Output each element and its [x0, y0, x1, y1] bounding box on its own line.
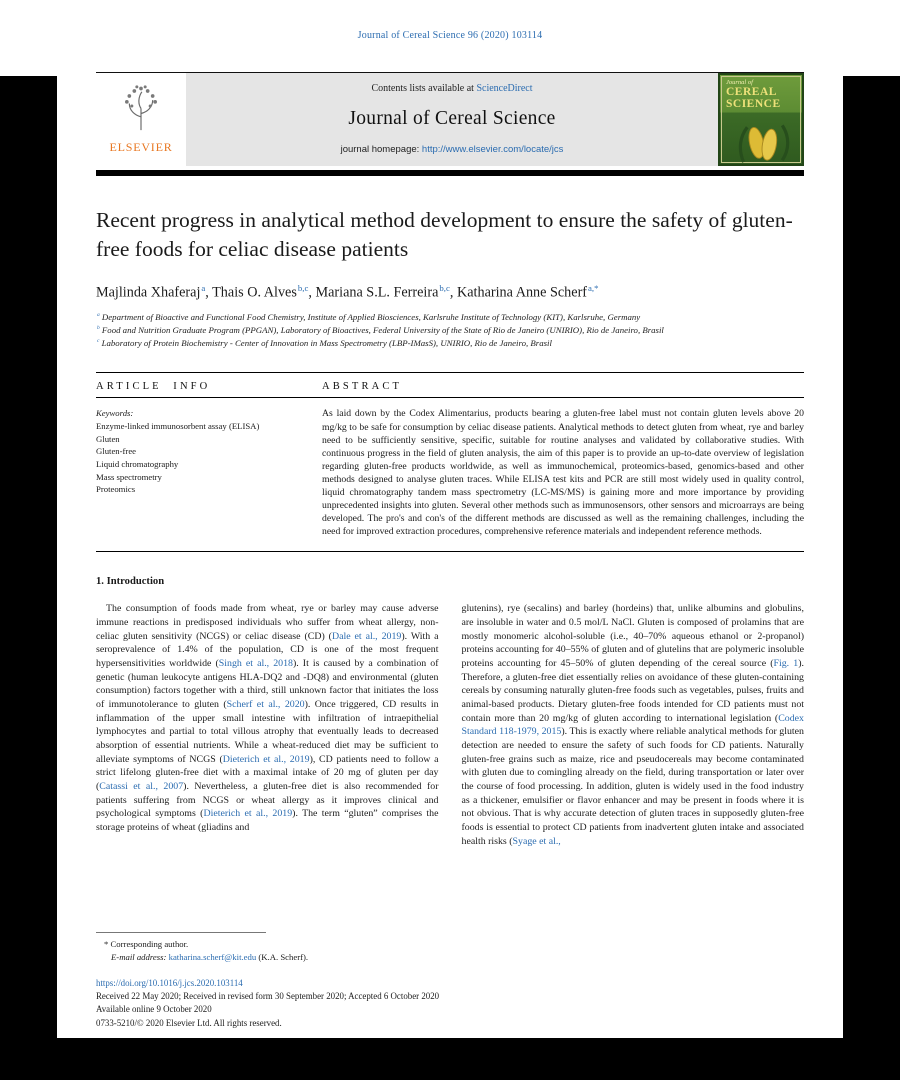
affiliation-line — [96, 311, 804, 324]
keyword-item: Enzyme-linked immunosorbent assay (ELISA) — [96, 421, 260, 432]
text-segment: Laboratory of Protein Biochemistry - Center of Innovation in Mass Spectrometry (LBP-IMasS), UNIRIO, Rio de Janeiro, Brasil — [99, 338, 552, 349]
text-segment: ). Nevertheless, a gluten-free diet is also recommended for patients suffering from NCGS or wheat allergy as it improves clinical and psychological symptoms ( — [96, 780, 439, 820]
article-footer — [96, 977, 804, 1030]
inline-link[interactable]: Dale et al., 2019 — [331, 630, 402, 642]
introduction-heading: 1. Introduction — [96, 576, 165, 588]
keywords-block — [96, 407, 294, 538]
article-info-heading: ARTICLE INFO — [96, 381, 211, 393]
email-line — [96, 951, 804, 964]
text-segment: ). Once triggered, CD results in inflammation of the upper small intestine with infiltration of intraepithelial lymphocytes and partial to total villous atrophy that eventually leads to decreased absorption of essential nutrients. While a wheat-reduced diet may be sufficient to alleviate symptoms of NCGS ( — [96, 699, 439, 765]
text-segment: E-mail address: — [111, 951, 169, 962]
journal-citation: Journal of Cereal Science 96 (2020) 103114 — [357, 30, 543, 41]
page-margin-left — [0, 76, 57, 1080]
inline-link[interactable]: Catassi et al., 2007 — [99, 780, 184, 792]
keyword-item: Mass spectrometry — [96, 471, 162, 482]
header-masthead — [186, 73, 718, 166]
contents-prefix: Contents lists available at — [371, 83, 477, 94]
cover-title-science: SCIENCE — [726, 98, 781, 111]
intro-column-right — [462, 602, 805, 848]
page-margin-bottom — [0, 1038, 900, 1080]
journal-cover-thumbnail — [718, 73, 804, 166]
footnote-separator — [96, 932, 266, 933]
journal-title: Journal of Cereal Science — [348, 108, 556, 129]
affiliation-line — [96, 324, 804, 337]
homepage-url-link[interactable]: http://www.elsevier.com/locate/jcs — [421, 144, 564, 155]
affiliations — [96, 311, 804, 351]
header-divider-bar — [96, 170, 804, 176]
text-segment: ). With a seroprevalence of 1.4% of the population, CD is one of the most frequent hypersensitivities worldwide ( — [96, 630, 439, 670]
homepage-line — [341, 144, 564, 155]
sciencedirect-link[interactable]: ScienceDirect — [476, 83, 533, 94]
introduction-body — [96, 602, 804, 848]
text-segment: The consumption of foods made from wheat, rye or barley may cause adverse immune reactions in predisposed individuals who suffer from wheat allergy, non-celiac gluten sensitivity (NCGS) or celiac disease (CD) ( — [96, 603, 439, 642]
corresponding-author-note: * Corresponding author. — [104, 939, 189, 950]
superscript-marker: a — [97, 312, 100, 318]
superscript-marker: b,c — [297, 283, 309, 294]
inline-link[interactable]: Codex Standard 118-1979, 2015 — [461, 712, 804, 738]
paper-page — [57, 0, 843, 1038]
text-segment: glutenins), rye (secalins) and barley (hordeins) that, unlike albumins and globulins, are insoluble in water and 0.5 mol/L NaCl. Gluten is composed of prolamins that are mostly monomeric alcohol-soluble (i.e., 40–70% aqueous ethanol or 2-propanol) proteins accounting for 40–55% of gluten and of glutelins that are polymeric insoluble proteins accounting for 45–50% of gluten depending of the cereal source ( — [461, 603, 804, 670]
inline-link[interactable]: Singh et al., 2018 — [218, 658, 293, 670]
page-margin-right — [843, 76, 900, 1080]
inline-link[interactable]: Dieterich et al., 2019 — [203, 808, 293, 820]
elsevier-logo — [96, 73, 186, 166]
text-segment: Food and Nutrition Graduate Program (PPGAN), Laboratory of Bioactives, Federal University of the State of Rio de Janeiro (UNIRIO), Rio de Janeiro, Brasil — [99, 325, 664, 336]
journal-cover-art — [720, 75, 802, 164]
doi-link[interactable]: https://doi.org/10.1016/j.jcs.2020.103114 — [96, 977, 243, 988]
text-segment: Thais O. Alves — [212, 284, 297, 301]
affiliation-line — [96, 337, 804, 350]
text-segment: (K.A. Scherf). — [256, 951, 309, 962]
text-segment: , — [308, 284, 316, 301]
contents-line — [371, 83, 532, 94]
copyright-line: 0733-5210/© 2020 Elsevier Ltd. All rights reserved. — [96, 1017, 282, 1028]
text-segment: Department of Bioactive and Functional Food Chemistry, Institute of Applied Biosciences, Karlsruhe Institute of Technology (KIT), Karlsruhe, Germany — [99, 311, 641, 322]
article-title: Recent progress in analytical method development to ensure the safety of gluten-free foods for celiac disease patients — [96, 208, 793, 261]
inline-link[interactable]: Scherf et al., 2020 — [226, 699, 305, 711]
text-segment: ). Therefore, a gluten-free diet essentially relies on avoidance of these gluten-containing cereals by consuming naturally gluten-free foods such as vegetables, pulses, fruits and animal-based products. Dietary gluten-free foods intended for CD patients must not contain more than 20 mg/kg of gluten according to international legislation ( — [461, 658, 804, 724]
superscript-marker: b,c — [439, 283, 450, 294]
keywords-list — [96, 420, 294, 496]
cover-title-cereal: CEREAL — [726, 86, 777, 98]
keyword-item: Gluten-free — [96, 446, 137, 457]
inline-link[interactable]: katharina.scherf@kit.edu — [168, 951, 257, 962]
elsevier-tree-icon — [116, 78, 166, 139]
text-segment: ). This is exactly where reliable analytical methods for gluten detection are needed to ensure the safety of such foods for CD patients. Naturally gluten-free grains such as maize, rice and pseudocereals may become contaminated with gluten due to comingling already on the field, during transportation or later over the course of food processing. In addition, gluten is widely used in the food industry as a thickener, emulsifier or flavor enhancer and may be present in foods where it is not obvious. That is why accurate detection of gluten traces in supposedly gluten-free foods is essential to protect CD patients from inadvertent gluten intake and associated health risks ( — [461, 726, 804, 847]
text-segment: , — [449, 284, 458, 301]
text-segment: ). It is caused by a combination of genetic (human leukocyte antigens HLA-DQ2 and -DQ8) and environmental (gluten consumption) factors together with a third, still unknown factor that initiates the loss of immunotolerance to gluten ( — [96, 658, 439, 711]
abstract-heading: ABSTRACT — [322, 381, 403, 393]
author-line — [96, 283, 804, 302]
text-segment: ), CD patients need to follow a strict lifelong gluten-free diet with a maximal intake of 20 mg of gluten per day ( — [96, 753, 439, 792]
text-segment: Mariana S.L. Ferreira — [315, 284, 439, 301]
journal-header — [96, 72, 804, 165]
superscript-marker: c — [97, 338, 100, 345]
cover-journal-of: Journal of — [726, 79, 753, 86]
info-abstract-section — [96, 372, 804, 552]
homepage-prefix: journal homepage: — [340, 144, 422, 155]
keyword-item: Gluten — [96, 433, 120, 444]
inline-link[interactable]: Syage et al., — [512, 835, 561, 847]
intro-column-left — [96, 602, 439, 848]
keyword-item: Proteomics — [96, 484, 136, 495]
text-segment: ). The term “gluten” comprises the storage proteins of wheat (gliadins and — [96, 808, 439, 833]
inline-link[interactable]: Fig. 1 — [773, 658, 799, 670]
text-segment: Majlinda Xhaferaj — [96, 284, 201, 301]
text-segment: Katharina Anne Scherf — [457, 284, 588, 301]
superscript-marker: a — [201, 283, 206, 294]
inline-link[interactable]: Dieterich et al., 2019 — [222, 753, 310, 765]
elsevier-wordmark: ELSEVIER — [109, 140, 173, 154]
received-dates: Received 22 May 2020; Received in revised form 30 September 2020; Accepted 6 October 2020 — [96, 990, 440, 1001]
keywords-label: Keywords: — [96, 408, 134, 419]
abstract-text: As laid down by the Codex Alimentarius, products bearing a gluten-free label must not contain gluten levels above 20 mg/kg to be safe for consumption by celiac disease patients. Analytical methods to detect gluten from wheat, rye and barley need to be sufficiently sensitive, specific, suitable for routine analyses and validated by collaborative studies. With continuous progress in the field of gluten analysis, the aim of this paper is to provide an up-to-date overview of legislation regarding gluten-free products worldwide, as well as immunochemical, proteomics-based, genomics-based and other methods designed to analyse gluten traces. While ELISA test kits and PCR are still most widely used in quality control, liquid chromatography tandem mass spectrometry (LC-MS/MS) is gaining more and more importance by providing unprecedented insights into gluten. Several other methods such as immunosensors, other sensors and microarrays are being developed. The pro's and con's of the different methods are discussed as well as the remaining challenges, including the need for improved extraction procedures, comprehensive reference materials and independent reference methods. — [322, 408, 804, 538]
text-segment: , — [205, 284, 213, 301]
available-online: Available online 9 October 2020 — [96, 1004, 212, 1015]
superscript-marker: a,* — [588, 283, 599, 294]
keyword-item: Liquid chromatography — [96, 458, 179, 469]
page-bottom-block — [96, 928, 804, 1030]
superscript-marker: b — [97, 325, 100, 332]
